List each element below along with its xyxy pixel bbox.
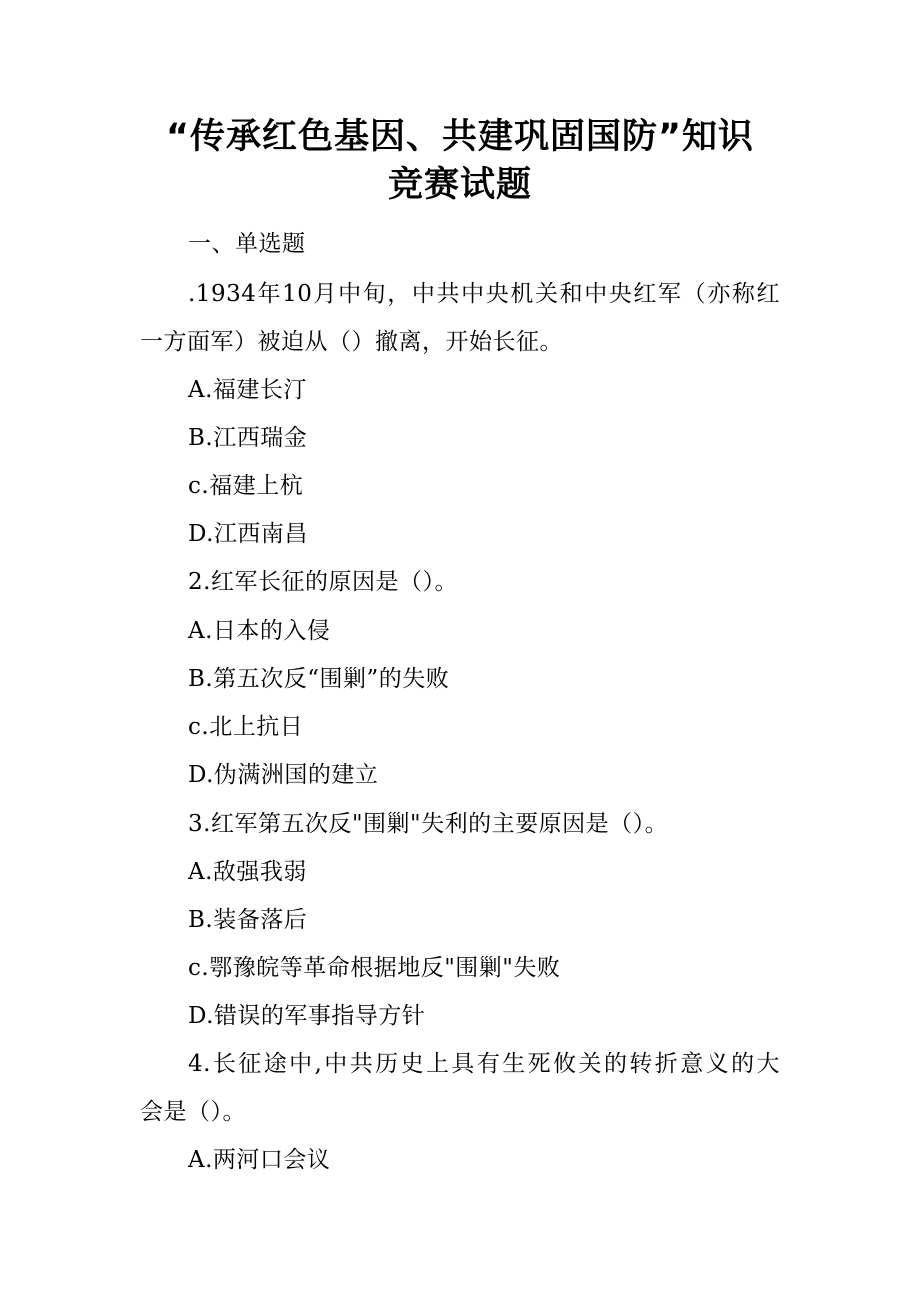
question-1-option-a: A.福建长汀 xyxy=(188,377,307,403)
question-3-option-d: D.错误的军事指导方针 xyxy=(188,1003,426,1029)
section-heading: 一、单选题 xyxy=(188,231,306,257)
question-1-stem-line-1: .1934年10月中旬，中共中央机关和中央红军（亦称红 xyxy=(188,281,780,307)
question-2-option-d: D.伪满洲国的建立 xyxy=(188,762,379,788)
question-2-option-c: c.北上抗日 xyxy=(188,714,304,740)
question-2-stem: 2.红军长征的原因是（）。 xyxy=(188,569,458,595)
question-4-stem-line-2: 会是（）。 xyxy=(140,1099,246,1125)
question-4-stem-line-1: 4.长征途中,中共历史上具有生死攸关的转折意义的大 xyxy=(188,1051,780,1077)
question-3-option-b: B.装备落后 xyxy=(188,907,308,933)
question-3-option-c: c.鄂豫皖等革命根据地反"围剿"失败 xyxy=(188,955,561,981)
question-2-option-b: B.第五次反“围剿”的失败 xyxy=(188,666,450,692)
question-4-option-a: A.两河口会议 xyxy=(188,1147,331,1173)
document-title-line-1: “传承红色基因、共建巩固国防”知识 xyxy=(165,117,754,157)
question-1-stem-line-2: 一方面军）被迫从（）撤离，开始长征。 xyxy=(140,329,563,355)
question-3-option-a: A.敌强我弱 xyxy=(188,859,307,885)
question-1-option-b: B.江西瑞金 xyxy=(188,425,308,451)
question-2-option-a: A.日本的入侵 xyxy=(188,618,331,644)
question-3-stem: 3.红军第五次反"围剿"失利的主要原因是（）。 xyxy=(188,811,669,837)
document-title-line-2: 竞赛试题 xyxy=(387,165,532,205)
question-1-option-d: D.江西南昌 xyxy=(188,521,308,547)
question-1-option-c: c.福建上杭 xyxy=(188,473,304,499)
